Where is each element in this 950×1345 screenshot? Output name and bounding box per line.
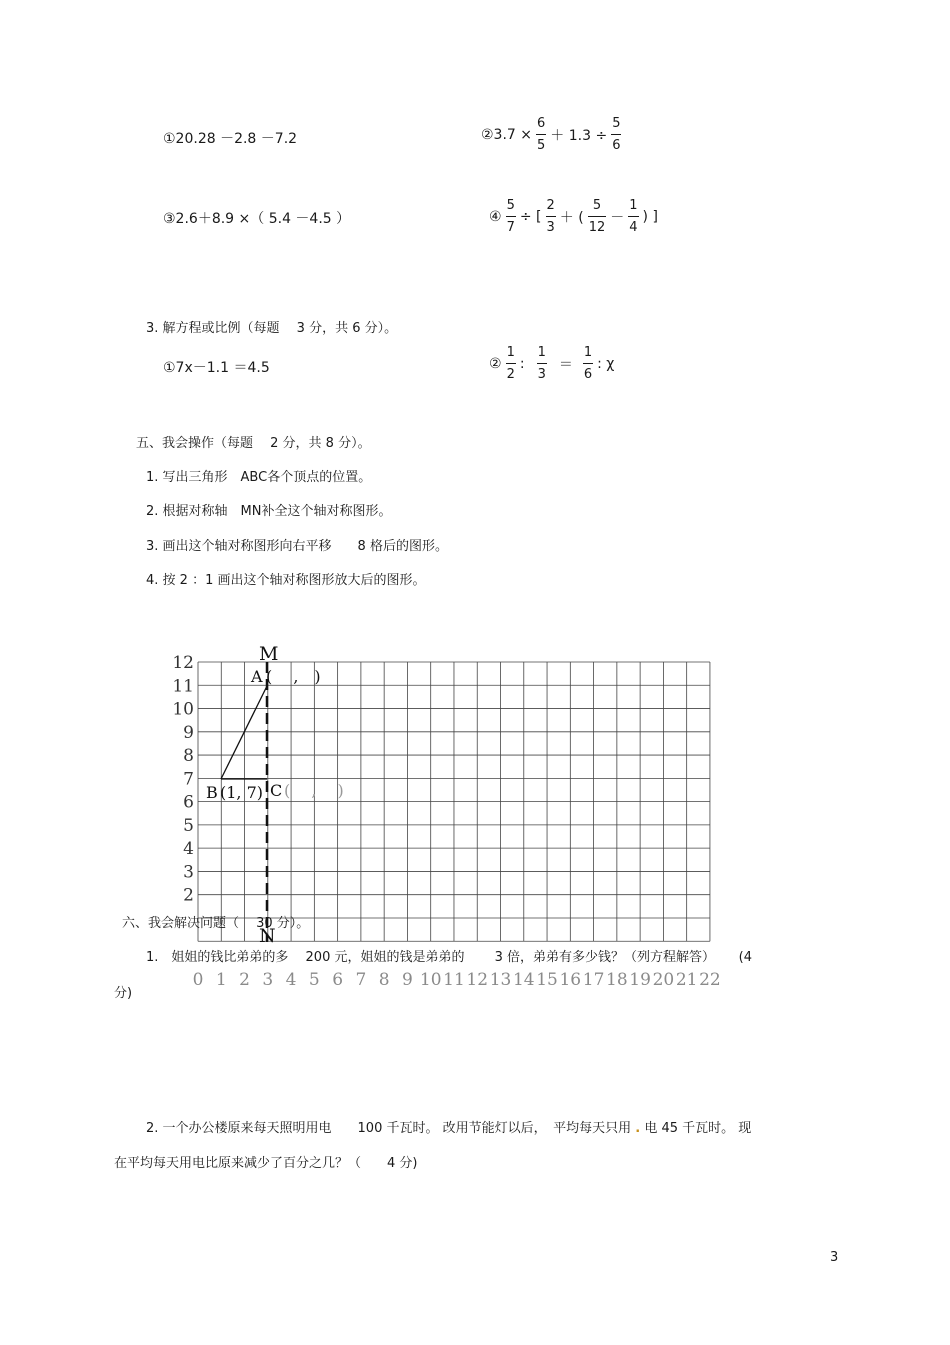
equation-2-prefix: ② — [489, 355, 502, 372]
label-a: A — [251, 667, 263, 686]
x-tick-label: 17 — [582, 970, 605, 991]
section6-heading: 六、我会解决问题（ 30 分）。 — [122, 916, 310, 931]
y-tick-label: 12 — [172, 653, 194, 673]
fraction: $\frac{2}{3}$ — [546, 198, 555, 235]
y-tick-label: 11 — [172, 676, 194, 697]
problem-2-line-1 — [146, 1117, 751, 1136]
x-tick-label: 0 — [192, 970, 204, 991]
x-tick-label: 12 — [466, 970, 489, 991]
y-tick-label: 5 — [183, 815, 194, 836]
label-m: M — [259, 643, 279, 665]
calc-q2-prefix: ②3.7 × — [481, 126, 532, 143]
fraction: $\frac{1}{4}$ — [629, 198, 638, 235]
label-n: N — [259, 925, 276, 947]
calc-q4-mid3: － — [610, 209, 625, 226]
calc-q3: ③2.6＋8.9 ×（ 5.4 －4.5 ） — [163, 211, 351, 227]
page-number: 3 — [830, 1250, 839, 1265]
problem-2-text-b: 电 45 千瓦时。 现 — [644, 1121, 752, 1136]
problem-2-text-a: 2. 一个办公楼原来每天照明用电 100 千瓦时。 改用节能灯以后， 平均每天只用 — [146, 1121, 632, 1136]
equation-2-equals: ＝ — [558, 356, 573, 373]
fraction: $\frac{1}{6}$ — [583, 345, 593, 382]
calc-q4-mid1: ÷ [ — [519, 208, 542, 225]
x-tick-label: 14 — [512, 970, 535, 991]
fraction: $\frac{1}{2}$ — [506, 345, 515, 382]
x-tick-label: 5 — [308, 970, 320, 991]
equation-2-end: : χ — [597, 355, 615, 372]
section5-item: 1. 写出三角形 ABC各个顶点的位置。 — [146, 470, 372, 485]
grid-labels — [172, 653, 720, 990]
y-tick-label: 8 — [183, 746, 194, 767]
problem-1-line-1: 1. 姐姐的钱比弟弟的多 200 元，姐姐的钱是弟弟的 3 倍，弟弟有多少钱？（列方程解答） (4 — [146, 950, 752, 965]
fraction: $\frac{5}{7}$ — [506, 198, 515, 235]
label-b: B — [206, 783, 218, 802]
calc-q1: ①20.28 －2.8 －7.2 — [163, 131, 298, 147]
x-tick-label: 10 — [419, 970, 442, 991]
x-tick-label: 22 — [699, 970, 721, 991]
x-tick-label: 16 — [559, 970, 582, 991]
x-tick-label: 18 — [606, 970, 628, 991]
label-c-coord: ( , ) — [284, 781, 344, 800]
section5-item: 2. 根据对称轴 MN补全这个轴对称图形。 — [146, 504, 392, 519]
x-tick-label: 9 — [402, 970, 413, 991]
x-tick-label: 11 — [443, 970, 465, 991]
x-tick-label: 19 — [629, 970, 651, 991]
triangle-side-ab — [221, 686, 267, 779]
x-tick-label: 2 — [239, 970, 250, 991]
fraction: $\frac{5}{12}$ — [588, 198, 606, 235]
x-tick-label: 1 — [215, 970, 227, 991]
equation-1: ①7x－1.1 ＝4.5 — [163, 360, 270, 376]
problem-2-dot: . — [635, 1121, 641, 1136]
fraction: $\frac{6}{5}$ — [537, 116, 546, 153]
section5-heading: 五、我会操作（每题 2 分，共 8 分）。 — [136, 436, 371, 451]
calc-q4-prefix: ④ — [489, 208, 502, 225]
y-tick-label: 4 — [183, 839, 194, 860]
x-tick-label: 6 — [332, 970, 344, 991]
x-tick-label: 7 — [355, 970, 367, 991]
section3-heading: 3. 解方程或比例（每题 3 分，共 6 分）。 — [146, 321, 398, 336]
y-tick-label: 9 — [183, 722, 194, 743]
x-tick-label: 15 — [536, 970, 558, 991]
x-tick-label: 20 — [652, 970, 675, 991]
calc-q2-mid: ＋ 1.3 ÷ — [550, 127, 608, 144]
label-a-coord: ( , ) — [266, 667, 321, 686]
problem-2-line-2: 在平均每天用电比原来减少了百分之几？（ 4 分) — [114, 1156, 418, 1171]
calc-q4-mid2: ＋ ( — [559, 209, 584, 226]
calc-q4-end: ) ] — [642, 208, 658, 225]
section5-item: 4. 按 2 ：1 画出这个轴对称图形放大后的图形。 — [146, 573, 426, 588]
y-tick-label: 10 — [172, 699, 194, 720]
y-tick-label: 7 — [183, 769, 194, 790]
problem-1-line-2: 分) — [114, 986, 133, 1001]
y-tick-label: 3 — [183, 862, 194, 883]
label-c: C — [270, 781, 283, 800]
fraction: $\frac{5}{6}$ — [612, 116, 621, 153]
y-tick-label: 6 — [183, 792, 194, 813]
equation-2-colon: : — [519, 355, 525, 372]
x-tick-label: 4 — [285, 970, 297, 991]
x-tick-label: 13 — [489, 970, 512, 991]
x-tick-label: 8 — [378, 970, 390, 991]
label-b-coord: (1, 7) — [220, 783, 264, 802]
x-tick-label: 3 — [262, 970, 274, 991]
x-tick-label: 21 — [675, 970, 698, 991]
grid-lines — [198, 662, 710, 941]
y-tick-label: 2 — [183, 885, 194, 906]
fraction: $\frac{1}{3}$ — [537, 345, 546, 382]
section5-item: 3. 画出这个轴对称图形向右平移 8 格后的图形。 — [146, 539, 448, 554]
